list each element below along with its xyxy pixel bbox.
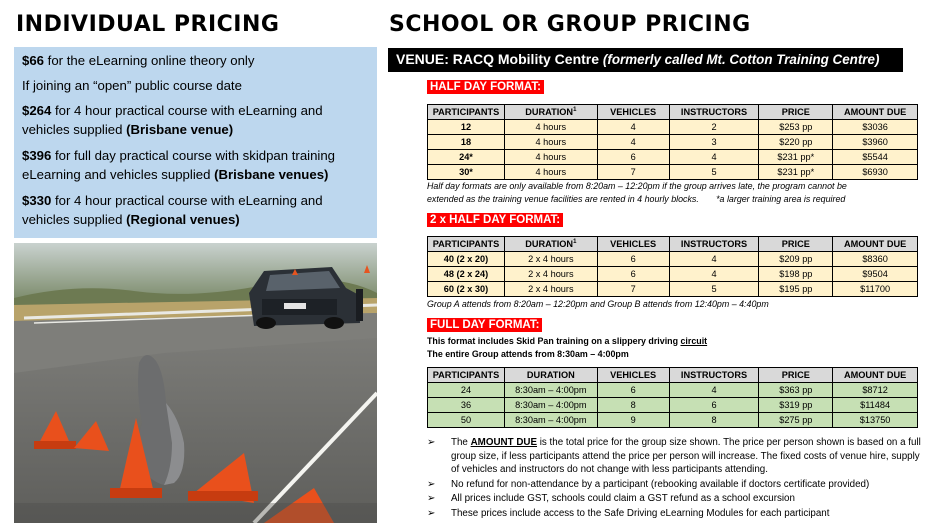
training-photo — [14, 243, 377, 523]
list-item: ➢ The AMOUNT DUE is the total price for the group size shown. The price per person shown is based on a full group size, if less participants attend the price per person will increase. The fixed costs of venue hire, supply of vehicles and instructors do not change with less participants attending. — [427, 437, 921, 476]
individual-pricing-title: INDIVIDUAL PRICING — [16, 12, 280, 37]
individual-item-fullday-brisbane: $396 for full day practical course with skidpan training eLearning and vehicles supplied (Brisbane venues) — [22, 148, 336, 182]
arrow-bullet-icon: ➢ — [427, 478, 436, 490]
table-row: 40 (2 x 20) 2 x 4 hours 6 4 $209 pp $8360 — [428, 252, 918, 267]
table-header-row: PARTICIPANTS DURATION$^1$ VEHICLES INSTRUCTORS PRICE AMOUNT DUE — [428, 105, 918, 120]
full-day-format-label: FULL DAY FORMAT: — [427, 318, 542, 332]
pricing-notes-list — [427, 436, 922, 522]
half-day-format-label: HALF DAY FORMAT: — [427, 80, 544, 94]
list-item: ➢ No refund for non-attendance by a participant (rebooking available if doctors certificate provided) — [427, 478, 870, 490]
table-row: 12 4 hours 4 2 $253 pp $3036 — [428, 120, 918, 135]
group-pricing-title: SCHOOL OR GROUP PRICING — [389, 12, 751, 37]
table-row: 48 (2 x 24) 2 x 4 hours 6 4 $198 pp $9504 — [428, 267, 918, 282]
venue-banner: VENUE: RACQ Mobility Centre (formerly called Mt. Cotton Training Centre) — [388, 48, 903, 72]
half-day-note: Half day formats are only available from 8:20am – 12:20pm if the group arrives late, the program cannot be extended as the training venue facilities are rented in 4 hourly blocks. *a larger training area is required — [427, 181, 847, 204]
arrow-bullet-icon: ➢ — [427, 507, 436, 519]
table-row: 18 4 hours 4 3 $220 pp $3960 — [428, 135, 918, 150]
table-header-row: PARTICIPANTS DURATION VEHICLES INSTRUCTORS PRICE AMOUNT DUE — [428, 368, 918, 383]
table-row: 36 8:30am – 4:00pm 8 6 $319 pp $11484 — [428, 398, 918, 413]
individual-item-4hr-regional: $330 for 4 hour practical course with eLearning and vehicles supplied (Regional venues) — [22, 193, 323, 227]
individual-item-elearning: $66 for the eLearning online theory only — [22, 53, 255, 68]
list-item: ➢ All prices include GST, schools could claim a GST refund as a school excursion — [427, 493, 795, 505]
half-day-table — [427, 104, 918, 180]
table-row: 30* 4 hours 7 5 $231 pp* $6930 — [428, 165, 918, 180]
two-half-day-format-label: 2 x HALF DAY FORMAT: — [427, 213, 563, 227]
table-row: 50 8:30am – 4:00pm 9 8 $275 pp $13750 — [428, 413, 918, 428]
individual-pricing-panel — [14, 47, 377, 238]
arrow-bullet-icon: ➢ — [427, 493, 436, 505]
two-half-day-table — [427, 236, 918, 297]
table-row: 24 8:30am – 4:00pm 6 4 $363 pp $8712 — [428, 383, 918, 398]
two-half-day-note: Group A attends from 8:20am – 12:20pm and Group B attends from 12:40pm – 4:40pm — [427, 299, 769, 309]
individual-item-4hr-brisbane: $264 for 4 hour practical course with eLearning and vehicles supplied (Brisbane venue) — [22, 103, 323, 137]
arrow-bullet-icon: ➢ — [427, 437, 436, 448]
table-row: 24* 4 hours 6 4 $231 pp* $5544 — [428, 150, 918, 165]
individual-item-open-course: If joining an “open” public course date — [22, 78, 242, 93]
full-day-description: This format includes Skid Pan training on a slippery driving circuit The entire Group attends from 8:30am – 4:00pm — [427, 336, 708, 359]
list-item: ➢ These prices include access to the Safe Driving eLearning Modules for each participant — [427, 507, 830, 519]
full-day-table — [427, 367, 918, 428]
table-row: 60 (2 x 30) 2 x 4 hours 7 5 $195 pp $11700 — [428, 282, 918, 297]
table-header-row: PARTICIPANTS DURATION$^1$ VEHICLES INSTRUCTORS PRICE AMOUNT DUE — [428, 237, 918, 252]
